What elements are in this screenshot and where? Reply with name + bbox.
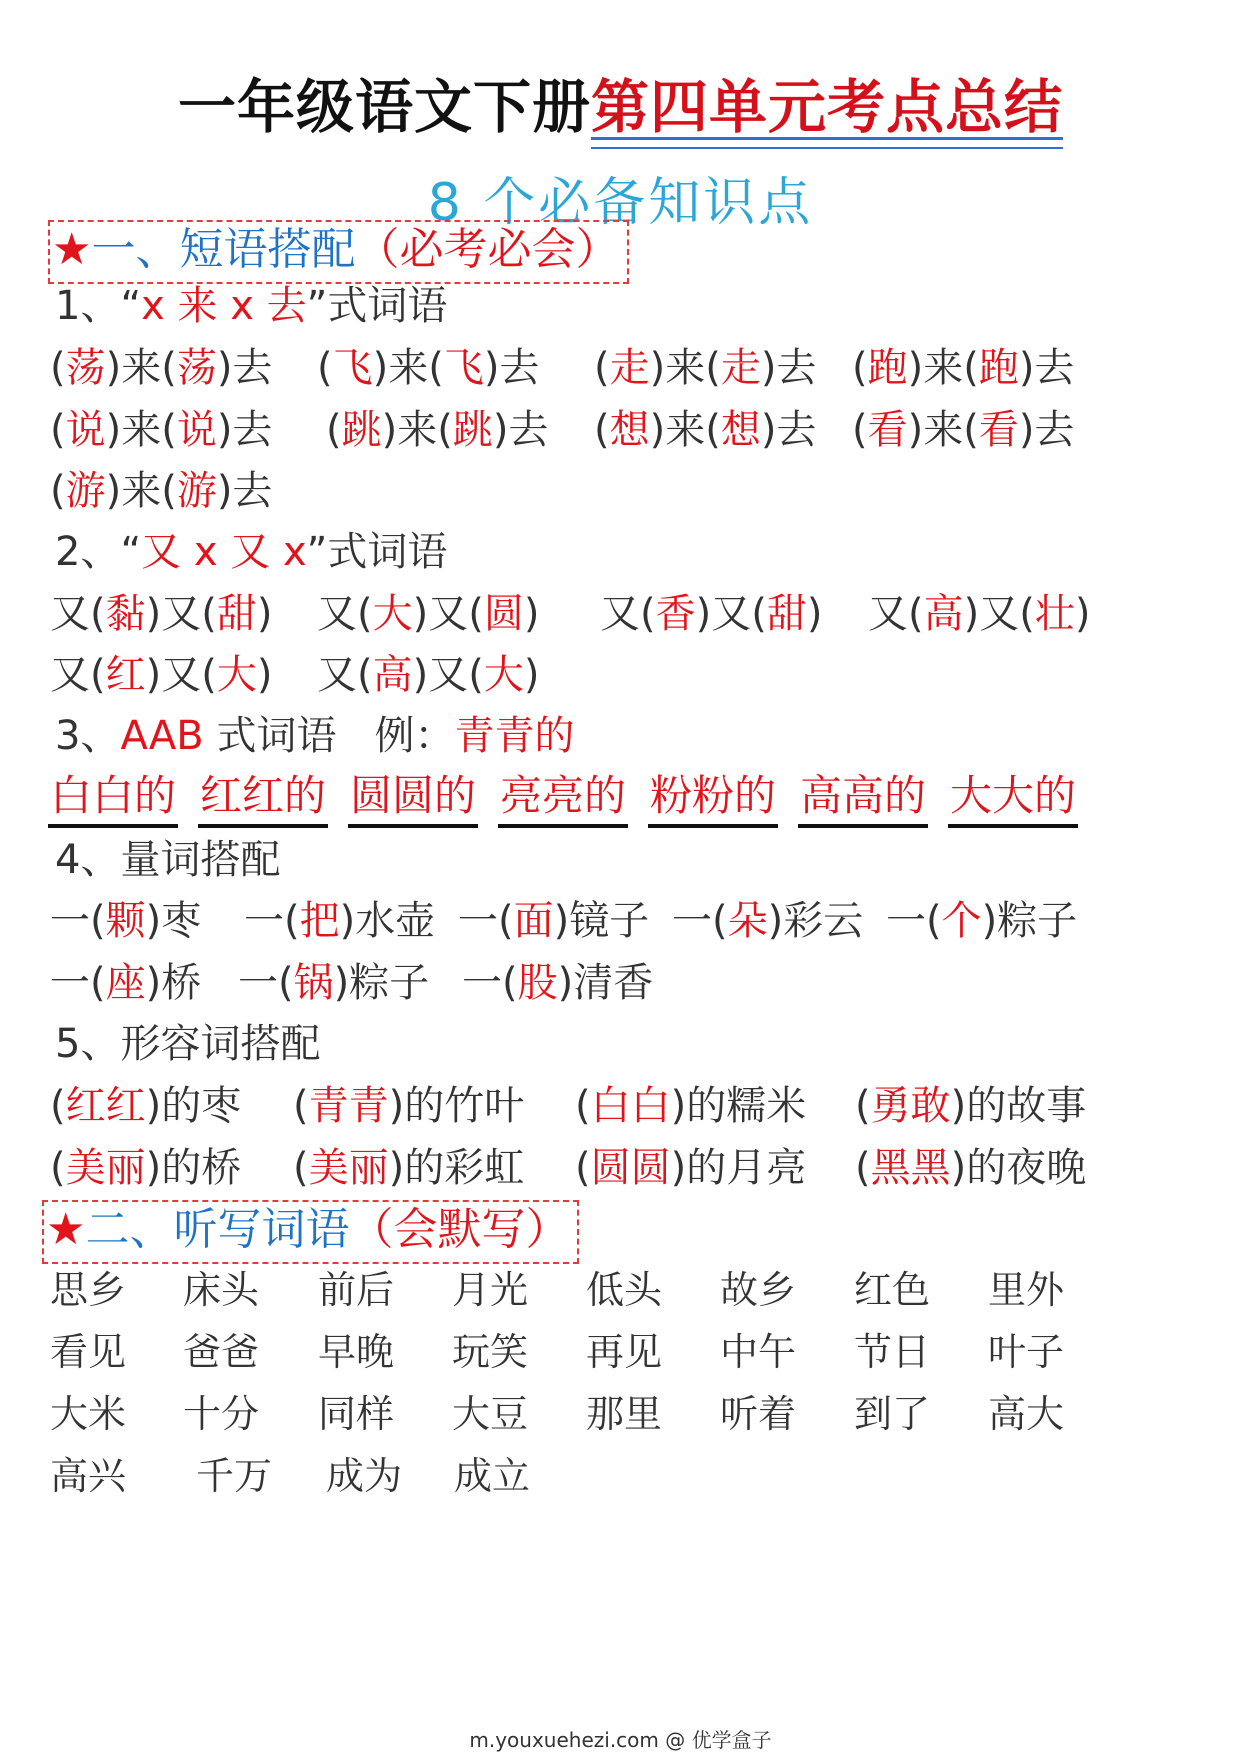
phrase-part: ) [1074,591,1091,637]
item-2-heading [55,524,447,580]
phrase-part: ( [575,1145,591,1191]
phrase-part: 甜 [766,591,807,637]
phrase-part: 一( [458,898,514,944]
phrase-part: 一( [244,898,300,944]
phrase-part: 面 [513,898,554,944]
dictation-word: 成立 [454,1454,531,1498]
dictation-word: 床头 [183,1268,260,1312]
section-2-header [42,1200,579,1264]
phrase-part: 一( [50,898,106,944]
dictation-word: 叶子 [988,1330,1065,1374]
phrase-part: )来( [372,345,444,391]
phrase-item [852,340,1074,396]
item-2-num: 2、“ [55,529,142,575]
phrase-part: ( [855,1145,871,1191]
measure-word-item [244,893,435,949]
phrase-part: 一( [462,960,518,1006]
section-1-label: 一、短语搭配 [91,224,356,275]
phrase-part: )去 [216,407,273,453]
star-icon: ★ [46,1204,86,1255]
section-2-note: （会默写） [349,1204,570,1255]
phrase-item [600,586,822,642]
measure-word-item [462,955,653,1011]
phrase-part: 游 [65,468,106,514]
adjective-item [855,1078,1086,1134]
phrase-part: )来( [105,468,177,514]
dictation-word: 前后 [318,1268,395,1312]
phrase-item [50,586,272,642]
adjective-item [575,1078,806,1134]
phrase-part: 一( [50,960,106,1006]
phrase-part: )的故事 [950,1083,1087,1129]
phrase-part: ) [806,591,823,637]
phrase-part: 说 [65,407,106,453]
phrase-part: )的月亮 [670,1145,807,1191]
dictation-word: 成为 [326,1454,403,1498]
phrase-part: 白白 [590,1083,671,1129]
phrase-part: )去 [216,468,273,514]
dictation-word: 那里 [586,1392,663,1436]
dictation-word: 千万 [196,1454,273,1498]
phrase-part: ( [293,1083,309,1129]
phrase-part: 甜 [216,591,257,637]
measure-word-item [238,955,429,1011]
item-3-num: 3、 [55,713,121,759]
item-3-example-label: 例： [374,713,455,759]
phrase-item [594,340,816,396]
phrase-part: )去 [1018,407,1075,453]
phrase-part: 锅 [293,960,334,1006]
dictation-word: 红色 [854,1268,931,1312]
measure-word-item [886,893,1077,949]
phrase-part: )的夜晚 [950,1145,1087,1191]
measure-word-item [50,893,201,949]
phrase-part: ( [852,407,868,453]
title-part-1: 一年级语文下册 [177,73,591,141]
phrase-part: 想 [720,407,761,453]
dictation-word: 思乡 [50,1268,127,1312]
measure-word-item [458,893,649,949]
phrase-part: 飞 [443,345,484,391]
dictation-word: 低头 [586,1268,663,1312]
item-3-pattern: AAB [120,713,204,759]
dictation-word: 月光 [452,1268,529,1312]
phrase-part: 青青 [308,1083,389,1129]
phrase-part: ( [575,1083,591,1129]
phrase-part: 大 [483,652,524,698]
phrase-part: ( [855,1083,871,1129]
dictation-word: 玩笑 [452,1330,529,1374]
measure-word-item [50,955,201,1011]
phrase-part: 把 [299,898,340,944]
adjective-item [293,1140,524,1196]
phrase-part: 看 [978,407,1019,453]
phrase-part: )又( [145,591,217,637]
phrase-part: 座 [105,960,146,1006]
phrase-part: 游 [176,468,217,514]
phrase-part: )来( [649,407,721,453]
phrase-part: ( [50,345,66,391]
item-2-pattern: 又 x 又 x [141,529,307,575]
phrase-part: )枣 [145,898,202,944]
phrase-item [50,647,272,703]
star-icon: ★ [52,224,92,275]
phrase-part: 跑 [867,345,908,391]
dictation-word: 再见 [586,1330,663,1374]
phrase-part: )又( [412,652,484,698]
phrase-item [317,647,539,703]
phrase-part: 又( [50,652,106,698]
phrase-part: )的竹叶 [388,1083,525,1129]
phrase-part: )去 [760,345,817,391]
dictation-word: 里外 [988,1268,1065,1312]
phrase-item [317,340,539,396]
phrase-part: 香 [655,591,696,637]
phrase-part: )去 [1018,345,1075,391]
item-1-suffix: ”式词语 [306,283,448,329]
phrase-item [868,586,1090,642]
phrase-item [50,402,272,458]
item-3-heading [55,708,574,764]
aab-word: 白白的 [48,768,178,828]
item-1-num: 1、“ [55,283,142,329]
phrase-part: ) [523,652,540,698]
dictation-word: 爸爸 [183,1330,260,1374]
phrase-part: )又( [695,591,767,637]
phrase-part: 股 [517,960,558,1006]
phrase-part: 红红 [65,1083,146,1129]
phrase-part: 美丽 [308,1145,389,1191]
dictation-word: 高兴 [50,1454,127,1498]
phrase-part: )去 [216,345,273,391]
phrase-part: 又( [50,591,106,637]
phrase-item [317,586,539,642]
phrase-item [852,402,1074,458]
phrase-part: 壮 [1034,591,1075,637]
phrase-part: ( [50,468,66,514]
dictation-word: 中午 [720,1330,797,1374]
phrase-part: 黏 [105,591,146,637]
aab-word: 红红的 [198,768,328,828]
phrase-part: 荡 [65,345,106,391]
item-4-heading: 4、量词搭配 [55,837,281,883]
phrase-part: )水壶 [339,898,436,944]
phrase-part: 走 [720,345,761,391]
phrase-part: )去 [760,407,817,453]
dictation-word: 到了 [854,1392,931,1436]
phrase-part: 个 [941,898,982,944]
phrase-part: )又( [412,591,484,637]
phrase-part: 高 [923,591,964,637]
phrase-part: 黑黑 [870,1145,951,1191]
adjective-item [293,1078,524,1134]
page-title [178,60,1063,144]
item-5-heading: 5、形容词搭配 [55,1021,321,1067]
dictation-word: 早晚 [318,1330,395,1374]
phrase-part: ( [852,345,868,391]
phrase-part: 走 [609,345,650,391]
dictation-word: 十分 [183,1392,260,1436]
phrase-part: 红 [105,652,146,698]
phrase-part: 飞 [332,345,373,391]
phrase-part: )来( [649,345,721,391]
phrase-part: ) [256,652,273,698]
phrase-part: )来( [907,345,979,391]
phrase-part: 高 [372,652,413,698]
page-title-row [0,60,1241,144]
phrase-part: )粽子 [333,960,430,1006]
phrase-part: ( [594,345,610,391]
phrase-part: 跳 [452,407,493,453]
phrase-part: ( [50,1083,66,1129]
phrase-part: 荡 [176,345,217,391]
aab-word: 粉粉的 [648,768,778,828]
aab-word: 高高的 [798,768,928,828]
phrase-part: )的糯米 [670,1083,807,1129]
phrase-part: 跑 [978,345,1019,391]
item-3-example: 青青的 [454,713,575,759]
phrase-part: )的枣 [145,1083,242,1129]
phrase-part: 说 [176,407,217,453]
aab-word: 圆圆的 [348,768,478,828]
phrase-part: 大 [372,591,413,637]
item-2-suffix: ”式词语 [306,529,448,575]
phrase-part: 又( [317,652,373,698]
section-1-header [48,220,629,284]
phrase-part: 一( [886,898,942,944]
adjective-item [50,1078,241,1134]
phrase-part: )来( [105,407,177,453]
phrase-part: 勇敢 [870,1083,951,1129]
phrase-item [50,463,272,519]
phrase-part: 圆 [483,591,524,637]
phrase-part: )又( [145,652,217,698]
phrase-part: 又( [317,591,373,637]
dictation-word: 大豆 [452,1392,529,1436]
phrase-part: )粽子 [981,898,1078,944]
dictation-word: 节日 [854,1330,931,1374]
measure-word-item [672,893,863,949]
phrase-part: )清香 [557,960,654,1006]
phrase-item [326,402,548,458]
phrase-part: 又( [600,591,656,637]
phrase-part: ( [317,345,333,391]
section-2-label: 二、听写词语 [85,1204,350,1255]
adjective-item [855,1140,1086,1196]
phrase-part: 圆圆 [590,1145,671,1191]
phrase-part: 美丽 [65,1145,146,1191]
title-part-2: 第四单元考点总结 [591,73,1064,141]
dictation-word: 听着 [720,1392,797,1436]
phrase-part: 一( [238,960,294,1006]
phrase-part: 想 [609,407,650,453]
phrase-part: ( [50,1145,66,1191]
dictation-word: 高大 [988,1392,1065,1436]
phrase-part: 跳 [341,407,382,453]
phrase-item [594,402,816,458]
section-1-note: （必考必会） [355,224,620,275]
phrase-part: )来( [907,407,979,453]
phrase-part: ( [293,1145,309,1191]
phrase-part: )去 [483,345,540,391]
dictation-word: 同样 [318,1392,395,1436]
phrase-part: ) [523,591,540,637]
phrase-part: )去 [492,407,549,453]
phrase-part: ) [256,591,273,637]
phrase-part: )镜子 [553,898,650,944]
phrase-part: 看 [867,407,908,453]
dictation-word: 大米 [50,1392,127,1436]
dictation-word: 故乡 [720,1268,797,1312]
adjective-item [575,1140,806,1196]
subtitle: 8 个必备知识点 [427,173,814,233]
phrase-item [50,340,272,396]
dictation-word: 看见 [50,1330,127,1374]
phrase-part: 又( [868,591,924,637]
footer: m.youxuehezi.com @ 优学盒子 [469,1728,772,1752]
item-1-pattern: x 来 x 去 [141,283,307,329]
aab-word: 亮亮的 [498,768,628,828]
phrase-part: ( [326,407,342,453]
aab-word: 大大的 [948,768,1078,828]
phrase-part: )又( [963,591,1035,637]
phrase-part: 朵 [727,898,768,944]
phrase-part: )的彩虹 [388,1145,525,1191]
phrase-part: ( [594,407,610,453]
item-3-suffix: 式词语 [203,713,337,759]
phrase-part: )来( [381,407,453,453]
phrase-part: 颗 [105,898,146,944]
phrase-part: )的桥 [145,1145,242,1191]
phrase-part: 大 [216,652,257,698]
phrase-part: )彩云 [767,898,864,944]
phrase-part: ( [50,407,66,453]
phrase-part: 一( [672,898,728,944]
item-1-heading [55,278,447,334]
adjective-item [50,1140,241,1196]
phrase-part: )来( [105,345,177,391]
phrase-part: )桥 [145,960,202,1006]
